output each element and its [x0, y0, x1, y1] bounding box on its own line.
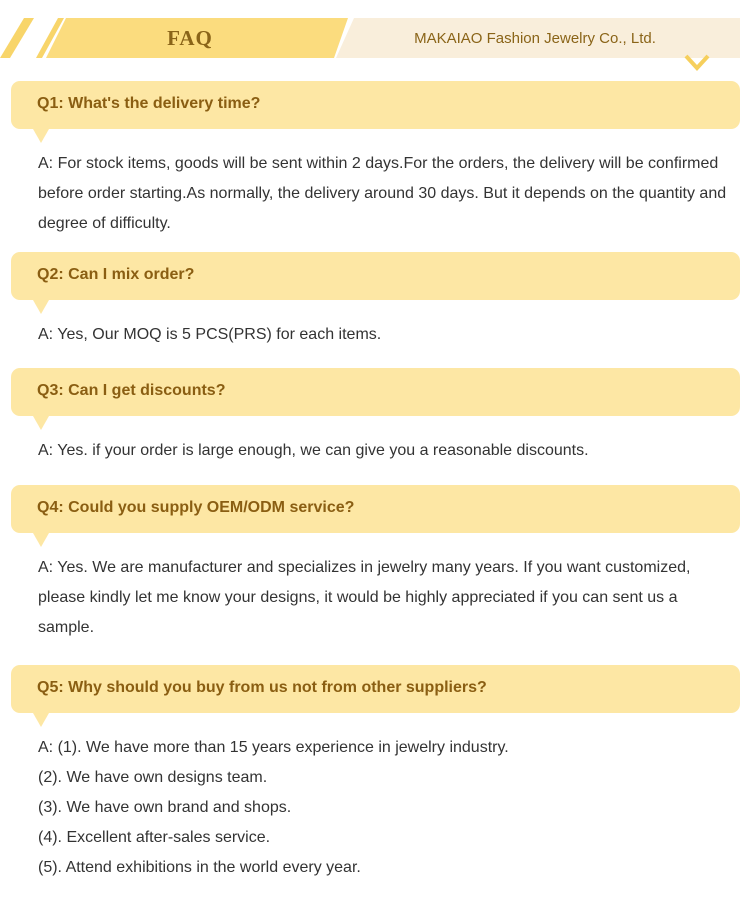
- answer-text: [38, 320, 728, 350]
- page-title: FAQ: [167, 26, 213, 50]
- answer-line: (3). We have own brand and shops.: [38, 799, 292, 816]
- speech-tail: [33, 129, 49, 143]
- answer-text: [38, 553, 728, 643]
- answer-line: (4). Excellent after-sales service.: [38, 829, 271, 846]
- faq-header: [0, 0, 750, 80]
- question-box: [11, 252, 740, 300]
- question-text: Q5: Why should you buy from us not from other suppliers?: [37, 679, 487, 696]
- banner-stripe: [0, 18, 34, 58]
- company-name: MAKAIAO Fashion Jewelry Co., Ltd.: [414, 30, 656, 47]
- speech-tail: [33, 416, 49, 430]
- answer-line: A: Yes. if your order is large enough, we can give you a reasonable discounts.: [38, 442, 589, 459]
- question-box: [11, 665, 740, 713]
- speech-tail: [33, 713, 49, 727]
- question-text: Q3: Can I get discounts?: [37, 382, 226, 399]
- question-text: Q4: Could you supply OEM/ODM service?: [37, 499, 355, 516]
- answer-line: (5). Attend exhibitions in the world every year.: [38, 859, 361, 876]
- question-text: Q2: Can I mix order?: [37, 266, 195, 283]
- answer-line: (2). We have own designs team.: [38, 769, 268, 786]
- question-box: [11, 81, 740, 129]
- answer-text: [38, 149, 728, 239]
- speech-tail: [33, 300, 49, 314]
- answer-line: A: For stock items, goods will be sent within 2 days.For the orders, the delivery will be confirmed before order starting.As normally, the delivery around 30 days. But it depends on the quantity and degree of difficulty.: [38, 155, 727, 232]
- answer-line: A: (1). We have more than 15 years experience in jewelry industry.: [38, 739, 509, 756]
- speech-tail: [33, 533, 49, 547]
- question-box: [11, 368, 740, 416]
- question-box: [11, 485, 740, 533]
- answer-line: A: Yes. We are manufacturer and specializes in jewelry many years. If you want customized, please kindly let me know your designs, it would be highly appreciated if you can sent us a sample.: [38, 559, 691, 636]
- question-text: Q1: What's the delivery time?: [37, 95, 261, 112]
- answer-line: A: Yes, Our MOQ is 5 PCS(PRS) for each items.: [38, 326, 382, 343]
- answer-text: [38, 436, 728, 466]
- answer-list: [38, 733, 728, 883]
